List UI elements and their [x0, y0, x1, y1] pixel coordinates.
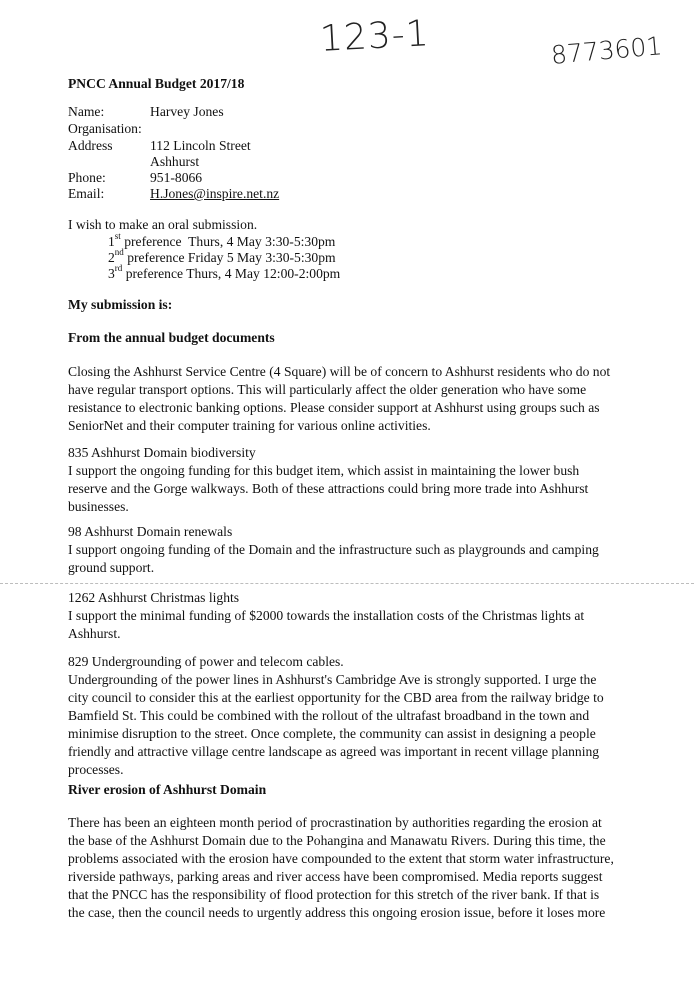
paragraph-line: 98 Ashhurst Domain renewals: [68, 524, 233, 539]
paragraph-line: riverside pathways, parking areas and river access have been compromised. Media reports suggest: [68, 869, 603, 884]
paragraph-renewals: [68, 523, 638, 577]
paragraph-line: friendly and attractive village centre landscape as agreed was important in recent village planning: [68, 744, 600, 759]
paragraph-line: There has been an eighteen month period of procrastination by authorities regarding the erosion at: [68, 815, 602, 830]
paragraph-line: SeniorNet and their computer training for various online activities.: [68, 418, 431, 433]
preference-suffix: st: [114, 231, 121, 242]
preference-ordinal: 2: [108, 250, 115, 265]
paragraph-line: have regular transport options. This will particularly affect the older generation who have some: [68, 382, 587, 397]
paragraph-line: resistance to electronic banking options. Please consider support at Ashhurst using groups such as: [68, 400, 600, 415]
preference-3: [108, 265, 340, 283]
scan-artifact-line: [0, 583, 694, 584]
paragraph-line: the base of the Ashhurst Domain due to the Pohangina and Manawatu Rivers. During this time, the: [68, 833, 606, 848]
document-title: PNCC Annual Budget 2017/18: [68, 76, 245, 91]
paragraph-line: businesses.: [68, 499, 129, 514]
paragraph-line: 835 Ashhurst Domain biodiversity: [68, 445, 256, 460]
paragraph-line: I support the ongoing funding for this budget item, which assist in maintaining the lower bush: [68, 463, 580, 478]
detail-value: 112 Lincoln Street: [150, 138, 251, 153]
preference-text: preference Thurs, 4 May 12:00-2:00pm: [122, 266, 341, 281]
paragraph-line: the case, then the council needs to urgently address this ongoing erosion issue, before it loses more: [68, 905, 606, 920]
paragraph-christmas-lights: [68, 589, 638, 643]
paragraph-line: 1262 Ashhurst Christmas lights: [68, 590, 240, 605]
handwritten-document-number: 8773601: [549, 31, 664, 70]
paragraph-service-centre: [68, 363, 638, 435]
paragraph-line: problems associated with the erosion have compounded to the extent that storm water infrastructure,: [68, 851, 614, 866]
paragraph-line: Bamfield St. This could be combined with the rollout of the ultrafast broadband in the town and: [68, 708, 590, 723]
oral-submission-intro: I wish to make an oral submission.: [68, 217, 258, 232]
paragraph-line: Ashhurst.: [68, 626, 121, 641]
paragraph-line: minimise disruption to the street. Once complete, the community can assist in designing a people: [68, 726, 596, 741]
paragraph-line: reserve and the Gorge walkways. Both of these attractions could bring more trade into Ashhurst: [68, 481, 589, 496]
detail-label: Email:: [68, 186, 105, 201]
preference-ordinal: 1: [108, 234, 115, 249]
detail-value: Ashhurst: [150, 154, 200, 169]
detail-value: 951-8066: [150, 170, 203, 185]
preference-ordinal: 3: [108, 266, 115, 281]
paragraph-line: ground support.: [68, 560, 155, 575]
paragraph-river-erosion: [68, 814, 638, 922]
preference-text: preference Friday 5 May 3:30-5:30pm: [123, 250, 336, 265]
paragraph-undergrounding: [68, 653, 638, 779]
preference-suffix: nd: [114, 247, 124, 258]
paragraph-line: city council to consider this at the earliest opportunity for the CBD area from the railway bridge to: [68, 690, 604, 705]
paragraph-line: processes.: [68, 762, 124, 777]
heading-budget-documents: From the annual budget documents: [68, 330, 275, 345]
paragraph-line: Undergrounding of the power lines in Ashhurst's Cambridge Ave is strongly supported. I urge the: [68, 672, 597, 687]
paragraph-line: I support the minimal funding of $2000 towards the installation costs of the Christmas lights at: [68, 608, 585, 623]
handwritten-reference-number: 123-1: [318, 13, 431, 60]
email-link[interactable]: H.Jones@inspire.net.nz: [150, 186, 280, 201]
heading-river-erosion: River erosion of Ashhurst Domain: [68, 782, 267, 797]
paragraph-line: Closing the Ashhurst Service Centre (4 Square) will be of concern to Ashhurst residents who do not: [68, 364, 611, 379]
preference-suffix: rd: [114, 263, 123, 274]
detail-label: Name:: [68, 104, 105, 119]
heading-submission: My submission is:: [68, 297, 173, 312]
paragraph-line: 829 Undergrounding of power and telecom cables.: [68, 654, 344, 669]
paragraph-biodiversity: [68, 444, 638, 516]
preference-text: preference Thurs, 4 May 3:30-5:30pm: [120, 234, 336, 249]
paragraph-line: that the PNCC has the responsibility of flood protection for this stretch of the river bank. If that is: [68, 887, 600, 902]
detail-label: Organisation:: [68, 121, 142, 136]
detail-label: Phone:: [68, 170, 106, 185]
detail-label: Address: [68, 138, 113, 153]
detail-value: Harvey Jones: [150, 104, 224, 119]
paragraph-line: I support ongoing funding of the Domain and the infrastructure such as playgrounds and camping: [68, 542, 599, 557]
